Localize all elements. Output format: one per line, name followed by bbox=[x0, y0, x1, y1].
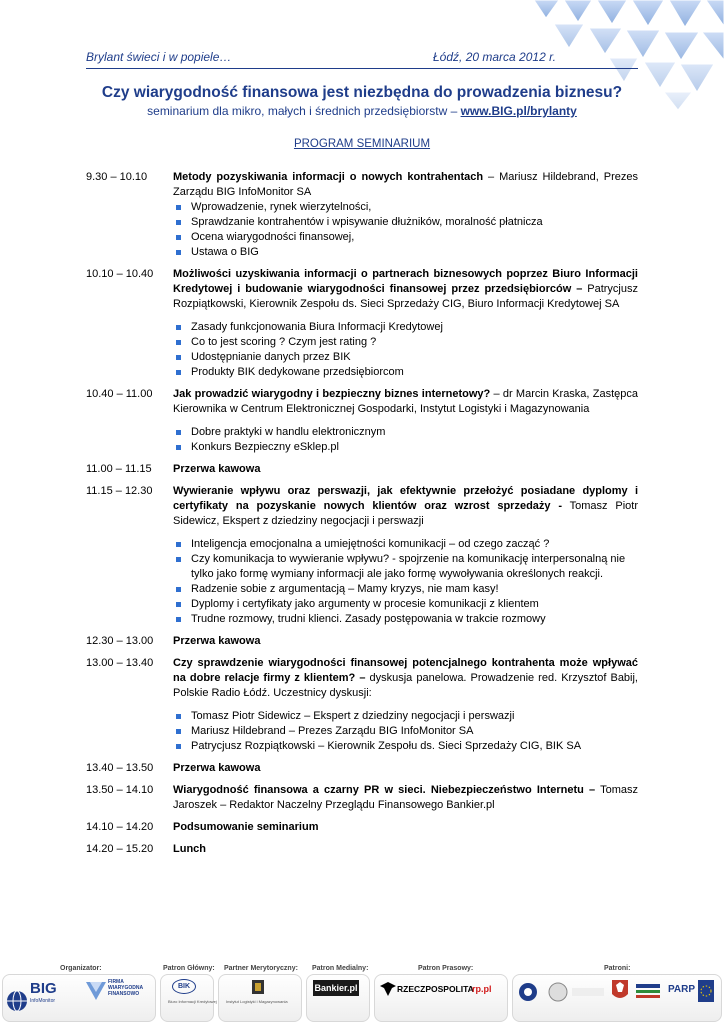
eu-flag-icon bbox=[698, 980, 714, 1002]
eagle-icon bbox=[380, 982, 396, 996]
agenda-time: 13.50 – 14.10 bbox=[86, 784, 154, 796]
parp-logo: PARP bbox=[668, 984, 696, 995]
list-item: Konkurs Bezpieczny eSklep.pl bbox=[173, 440, 638, 455]
list-item: Wprowadzenie, rynek wierzytelności, bbox=[173, 200, 638, 215]
agenda-body bbox=[173, 842, 638, 857]
bankier-logo: Bankier.pl bbox=[313, 980, 359, 996]
agenda-speaker: Tomasz Piotr Sidewicz, Ekspert z dziedziny negocjacji i perswazji bbox=[173, 500, 638, 527]
agenda-bullet-list bbox=[173, 200, 638, 260]
page-title: Czy wiarygodność finansowa jest niezbędna do prowadzenia biznesu? bbox=[101, 84, 623, 101]
agenda-body bbox=[173, 462, 638, 477]
label-patrons: Patroni: bbox=[604, 965, 631, 972]
agenda-speaker: Patrycjusz Rozpiątkowski, Kierownik Zespołu ds. Sieci Sprzedaży CIG, Biuro Informacji Kredytowej SA bbox=[173, 283, 638, 310]
agenda-body bbox=[173, 267, 638, 380]
agenda-description bbox=[173, 783, 638, 813]
agenda-speaker: – Mariusz Hildebrand, Prezes Zarządu BIG InfoMonitor SA bbox=[173, 171, 638, 198]
ilim-emblem-icon bbox=[252, 980, 264, 994]
firma-line-1: FIRMA bbox=[108, 979, 124, 985]
agenda-time: 9.30 – 10.10 bbox=[86, 171, 148, 183]
list-item: Czy komunikacja to wywieranie wpływu? - spojrzenie na komunikację interpersonalną nie tylko jako formę wymiany informacji ale jako formę wywoływania określonych reakcji. bbox=[173, 552, 638, 582]
agenda-time: 10.40 – 11.00 bbox=[86, 388, 153, 400]
list-item: Co to jest scoring ? Czym jest rating ? bbox=[173, 335, 638, 350]
agenda-body bbox=[173, 820, 638, 835]
agenda-body bbox=[173, 761, 638, 776]
agenda-item bbox=[86, 170, 638, 260]
agenda-description bbox=[173, 842, 638, 857]
agenda-topic: Możliwości uzyskiwania informacji o partnerach biznesowych poprzez Biuro Informacji Kredytowej i budowanie wiarygodności finansowej przez przedsiębiorców – bbox=[173, 268, 638, 295]
agenda-topic: Podsumowanie seminarium bbox=[173, 821, 319, 833]
agenda bbox=[86, 170, 638, 864]
agenda-time: 14.20 – 15.20 bbox=[86, 843, 154, 855]
label-media-patron: Patron Medialny: bbox=[312, 965, 369, 972]
agenda-description bbox=[173, 634, 638, 649]
bik-logo-sub: Biuro Informacji Kredytowej bbox=[168, 999, 217, 1004]
firma-line-3: FINANSOWO bbox=[108, 991, 140, 997]
firma-wiarygodna-logo bbox=[108, 979, 143, 997]
agenda-body bbox=[173, 634, 638, 649]
list-item: Produkty BIK dedykowane przedsiębiorcom bbox=[173, 365, 638, 380]
sponsors-footer bbox=[0, 962, 724, 1024]
agenda-bullet-list bbox=[173, 709, 638, 754]
patron-logo-2-icon bbox=[548, 982, 568, 1002]
big-logo: BIG bbox=[30, 980, 57, 997]
subtitle-text: seminarium dla mikro, małych i średnich przedsiębiorstw – bbox=[147, 104, 461, 118]
agenda-topic: Lunch bbox=[173, 843, 206, 855]
page-subtitle bbox=[0, 104, 724, 118]
label-main-patron: Patron Główny: bbox=[163, 965, 215, 972]
agenda-item bbox=[86, 387, 638, 455]
agenda-topic: Przerwa kawowa bbox=[173, 463, 261, 475]
patron-logo-3-icon bbox=[572, 988, 604, 996]
website-link[interactable]: www.BIG.pl/brylanty bbox=[460, 104, 577, 118]
agenda-speaker: Tomasz Jaroszek – Redaktor Naczelny Przeglądu Finansowego Bankier.pl bbox=[173, 784, 639, 811]
agenda-speaker: dyskusja panelowa. Prowadzenie red. Krzysztof Babij, Polskie Radio Łódź. Uczestnicy dyskusji: bbox=[173, 672, 638, 699]
list-item: Zasady funkcjonowania Biura Informacji Kredytowej bbox=[173, 320, 638, 335]
agenda-speaker: – dr Marcin Kraska, Zastępca Kierownika w Centrum Elektronicznej Gospodarki, Instytut Logistyki i Magazynowania bbox=[173, 388, 638, 415]
firma-diamond-icon bbox=[86, 982, 106, 1000]
agenda-topic: Czy sprawdzenie wiarygodności finansowej potencjalnego kontrahenta może wpływać na dobre relacje firmy z klientem? – bbox=[173, 657, 638, 684]
list-item: Udostępnianie danych przez BIK bbox=[173, 350, 638, 365]
agenda-time: 13.00 – 13.40 bbox=[86, 657, 154, 669]
agenda-body bbox=[173, 170, 638, 260]
header-tagline: Brylant świeci i w popiele… bbox=[86, 50, 232, 64]
agenda-description bbox=[173, 656, 638, 701]
agenda-body bbox=[173, 387, 638, 455]
agenda-bullet-list bbox=[173, 320, 638, 380]
agenda-time: 13.40 – 13.50 bbox=[86, 762, 154, 774]
bik-logo: BIK bbox=[172, 979, 196, 994]
rzeczpospolita-logo: RZECZPOSPOLITA bbox=[397, 984, 474, 994]
agenda-description bbox=[173, 820, 638, 835]
agenda-item bbox=[86, 267, 638, 380]
agenda-item bbox=[86, 842, 638, 857]
agenda-description bbox=[173, 170, 638, 200]
agenda-description bbox=[173, 387, 638, 417]
list-item: Radzenie sobie z argumentacją – Mamy kryzys, nie mam kasy! bbox=[173, 582, 638, 597]
list-item: Ustawa o BIG bbox=[173, 245, 638, 260]
agenda-body bbox=[173, 656, 638, 754]
list-item: Mariusz Hildebrand – Prezes Zarządu BIG InfoMonitor SA bbox=[173, 724, 638, 739]
label-press-patron: Patron Prasowy: bbox=[418, 965, 474, 972]
agenda-bullet-list bbox=[173, 537, 638, 627]
agenda-time: 10.10 – 10.40 bbox=[86, 268, 154, 280]
agenda-item bbox=[86, 761, 638, 776]
agenda-topic: Metody pozyskiwania informacji o nowych kontrahentach bbox=[173, 171, 484, 183]
header-divider bbox=[86, 68, 638, 69]
header-date: Łódź, 20 marca 2012 r. bbox=[433, 50, 556, 64]
agenda-body bbox=[173, 484, 638, 627]
big-logo-sub: InfoMonitor bbox=[30, 998, 56, 1004]
agenda-item bbox=[86, 783, 638, 813]
agenda-time: 12.30 – 13.00 bbox=[86, 635, 154, 647]
agenda-topic: Przerwa kawowa bbox=[173, 635, 261, 647]
agenda-body bbox=[173, 783, 638, 813]
firma-line-2: WIARYGODNA bbox=[108, 985, 144, 991]
list-item: Dobre praktyki w handlu elektronicznym bbox=[173, 425, 638, 440]
ministry-logo-icon bbox=[636, 984, 660, 998]
agenda-description bbox=[173, 484, 638, 529]
list-item: Tomasz Piotr Sidewicz – Ekspert z dziedziny negocjacji i perswazji bbox=[173, 709, 638, 724]
agenda-item bbox=[86, 462, 638, 477]
program-heading: PROGRAM SEMINARIUM bbox=[293, 138, 431, 150]
agenda-time: 11.15 – 12.30 bbox=[86, 485, 153, 497]
agenda-item bbox=[86, 484, 638, 627]
agenda-topic: Wiarygodność finansowa a czarny PR w sieci. Niebezpieczeństwo Internetu – bbox=[173, 784, 596, 796]
rp-logo: rp.pl bbox=[472, 984, 492, 994]
agenda-topic: Wywieranie wpływu oraz perswazji, jak efektywnie przełożyć posiadane dyplomy i certyfikaty na pozyskanie nowych klientów oraz wzrost sprzedaży - bbox=[173, 485, 638, 512]
list-item: Patrycjusz Rozpiątkowski – Kierownik Zespołu ds. Sieci Sprzedaży CIG, BIK SA bbox=[173, 739, 638, 754]
label-organizer: Organizator: bbox=[60, 965, 102, 972]
agenda-time: 14.10 – 14.20 bbox=[86, 821, 154, 833]
list-item: Inteligencja emocjonalna a umiejętności komunikacji – od czego zacząć ? bbox=[173, 537, 638, 552]
agenda-description bbox=[173, 267, 638, 312]
list-item: Sprawdzanie kontrahentów i wpisywanie dłużników, moralność płatnicza bbox=[173, 215, 638, 230]
list-item: Trudne rozmowy, trudni klienci. Zasady postępowania w trakcie rozmowy bbox=[173, 612, 638, 627]
agenda-item bbox=[86, 656, 638, 754]
agenda-item bbox=[86, 634, 638, 649]
big-globe-icon bbox=[6, 990, 28, 1012]
list-item: Dyplomy i certyfikaty jako argumenty w procesie komunikacji z klientem bbox=[173, 597, 638, 612]
patron-logo-1-icon bbox=[518, 982, 538, 1002]
agenda-bullet-list bbox=[173, 425, 638, 455]
agenda-description bbox=[173, 761, 638, 776]
agenda-time: 11.00 – 11.15 bbox=[86, 463, 152, 475]
agenda-item bbox=[86, 820, 638, 835]
ilim-logo-text: Instytut Logistyki i Magazynowania bbox=[226, 999, 288, 1004]
list-item: Ocena wiarygodności finansowej, bbox=[173, 230, 638, 245]
label-content-partner: Partner Merytoryczny: bbox=[224, 965, 298, 972]
agenda-topic: Jak prowadzić wiarygodny i bezpieczny biznes internetowy? bbox=[173, 388, 491, 400]
agenda-description bbox=[173, 462, 638, 477]
city-coat-of-arms-icon bbox=[612, 980, 628, 1002]
agenda-topic: Przerwa kawowa bbox=[173, 762, 261, 774]
